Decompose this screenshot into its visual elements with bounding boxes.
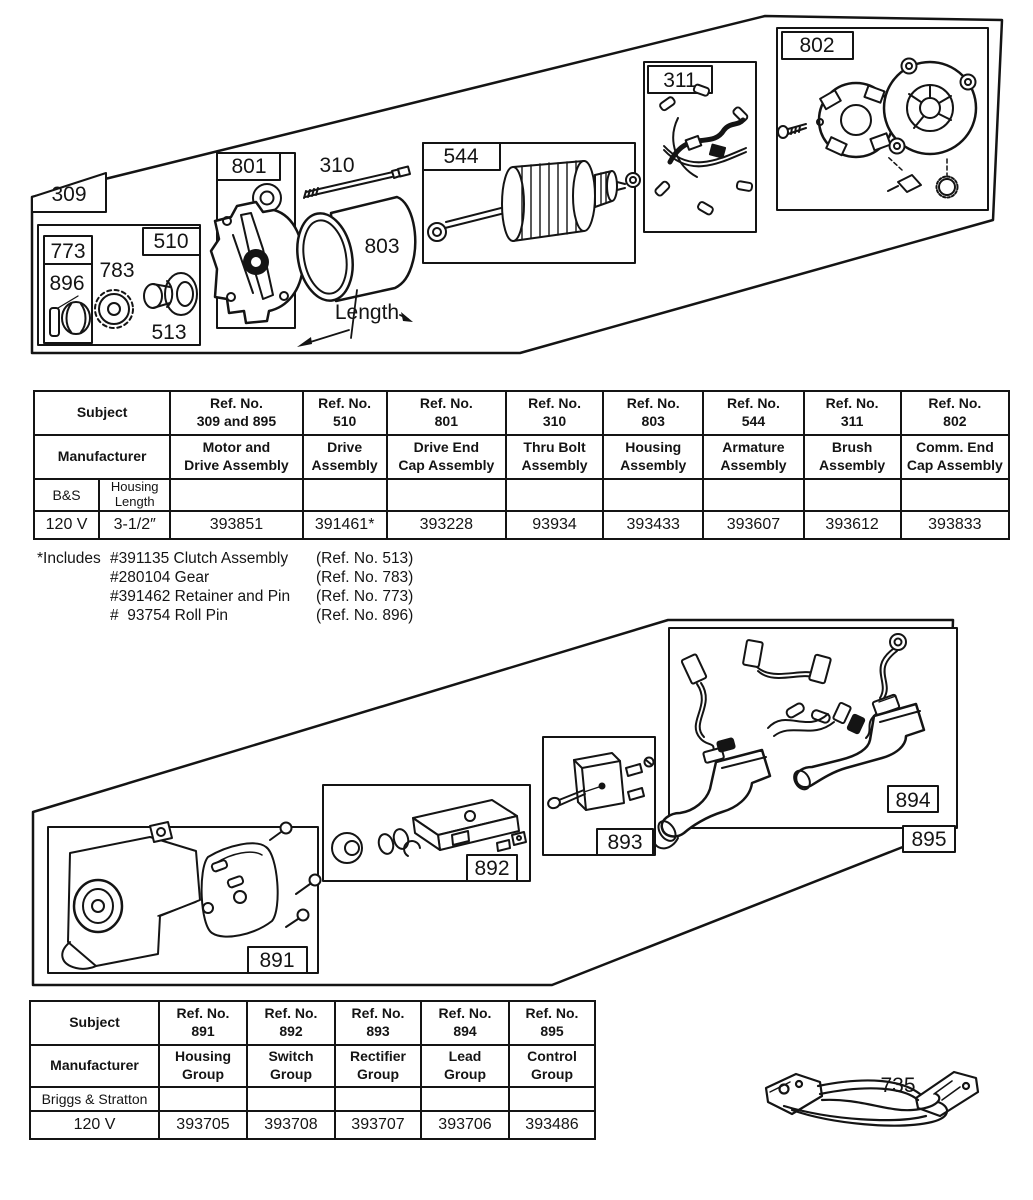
ref-col-header: Ref. No. 510 (303, 391, 387, 435)
part-number-cell: 393708 (247, 1111, 335, 1139)
lead-group-box (654, 628, 957, 848)
groups-table (29, 1000, 596, 1140)
ref-892-label: 892 (474, 857, 510, 880)
ref-col-header: Ref. No. 309 and 895 (170, 391, 302, 435)
empty-cell (703, 479, 803, 511)
ref-col-header: Ref. No. 891 (159, 1001, 247, 1045)
footnote-line (37, 568, 413, 587)
part-number-cell: 393607 (703, 511, 803, 539)
footnote-ref: (Ref. No. 896) (316, 607, 414, 624)
group-name-cell: Control Group (509, 1045, 595, 1087)
part-number-cell: 393833 (901, 511, 1009, 539)
power-cord-drawing (740, 1056, 1033, 1168)
footnote-line (37, 587, 413, 606)
group-name-cell: Lead Group (421, 1045, 509, 1087)
ref-803-label: 803 (364, 235, 400, 258)
ref-col-header: Ref. No. 894 (421, 1001, 509, 1045)
part-name-cell: Motor and Drive Assembly (170, 435, 302, 479)
length-value-cell: 3-1/2″ (99, 511, 170, 539)
ref-735-label: 735 (880, 1074, 916, 1097)
subject-header: Subject (34, 391, 170, 435)
part-number-cell: 93934 (506, 511, 603, 539)
starter-groups-exploded-diagram (0, 610, 1033, 1005)
ref-783-label: 783 (99, 259, 135, 282)
ref-col-header: Ref. No. 895 (509, 1001, 595, 1045)
footnote-ref: (Ref. No. 783) (316, 569, 414, 586)
part-number-cell: 391461* (303, 511, 387, 539)
footnote-prefix (37, 587, 110, 606)
part-number-cell: 393707 (335, 1111, 421, 1139)
footnote-part: # 93754 Roll Pin (110, 607, 229, 624)
part-name-cell: Thru Bolt Assembly (506, 435, 603, 479)
part-number-cell: 393612 (804, 511, 901, 539)
part-name-cell: Comm. End Cap Assembly (901, 435, 1009, 479)
part-number-cell: 393851 (170, 511, 302, 539)
table-row (30, 1111, 595, 1139)
part-number-cell: 393228 (387, 511, 506, 539)
ref-544-label: 544 (443, 145, 479, 168)
part-number-cell: 393706 (421, 1111, 509, 1139)
ref-895-label: 895 (911, 828, 947, 851)
ref-col-header: Ref. No. 893 (335, 1001, 421, 1045)
ref-894-label: 894 (895, 789, 931, 812)
starter-motor-exploded-diagram (0, 0, 1033, 388)
footnote-prefix (37, 568, 110, 587)
table-row (30, 1001, 595, 1045)
empty-cell (421, 1087, 509, 1111)
ref-896-label: 896 (49, 272, 85, 295)
empty-cell (159, 1087, 247, 1111)
empty-cell (335, 1087, 421, 1111)
footnote-line (37, 549, 413, 568)
table-row (30, 1045, 595, 1087)
ref-513-label: 513 (151, 321, 187, 344)
table-row (34, 479, 1009, 511)
empty-cell (387, 479, 506, 511)
empty-cell (506, 479, 603, 511)
footnote-part: #280104 Gear (110, 569, 210, 586)
group-name-cell: Switch Group (247, 1045, 335, 1087)
part-name-cell: Armature Assembly (703, 435, 803, 479)
table-row (34, 511, 1009, 539)
manufacturer-header: Manufacturer (34, 435, 170, 479)
ref-309-label: 309 (51, 183, 87, 206)
ref-310-label: 310 (319, 154, 355, 177)
group-name-cell: Rectifier Group (335, 1045, 421, 1087)
empty-cell (303, 479, 387, 511)
ref-col-header: Ref. No. 801 (387, 391, 506, 435)
part-number-cell: 393433 (603, 511, 703, 539)
voltage-cell: 120 V (30, 1111, 159, 1139)
footnote-part: #391135 Clutch Assembly (110, 550, 289, 567)
part-number-cell: 393705 (159, 1111, 247, 1139)
brand-cell: B&S (34, 479, 99, 511)
grommet-drawing (332, 833, 362, 863)
footnote-prefix: *Includes (37, 550, 101, 567)
ref-801-label: 801 (231, 155, 267, 178)
ref-col-header: Ref. No. 310 (506, 391, 603, 435)
ref-col-header: Ref. No. 803 (603, 391, 703, 435)
ref-col-header: Ref. No. 544 (703, 391, 803, 435)
empty-cell (247, 1087, 335, 1111)
manufacturer-header: Manufacturer (30, 1045, 159, 1087)
table-row (34, 435, 1009, 479)
ref-773-label: 773 (50, 240, 86, 263)
ref-891-label: 891 (259, 949, 295, 972)
table-row (34, 391, 1009, 435)
part-name-cell: Brush Assembly (804, 435, 901, 479)
ref-510-label: 510 (153, 230, 189, 253)
empty-cell (603, 479, 703, 511)
ref-col-header: Ref. No. 892 (247, 1001, 335, 1045)
footnote-part: #391462 Retainer and Pin (110, 588, 291, 605)
group-name-cell: Housing Group (159, 1045, 247, 1087)
armature-core (502, 161, 595, 241)
subject-header: Subject (30, 1001, 159, 1045)
part-name-cell: Drive Assembly (303, 435, 387, 479)
brush-assembly-box (644, 62, 756, 232)
motor-parts-table (33, 390, 1010, 540)
length-label: Length (334, 301, 400, 324)
ref-col-header: Ref. No. 802 (901, 391, 1009, 435)
ref-311-label: 311 (663, 69, 697, 92)
brand-cell: Briggs & Stratton (30, 1087, 159, 1111)
empty-cell (901, 479, 1009, 511)
housing-length-header: Housing Length (99, 479, 170, 511)
part-name-cell: Housing Assembly (603, 435, 703, 479)
footnote-ref: (Ref. No. 513) (316, 550, 414, 567)
ref-col-header: Ref. No. 311 (804, 391, 901, 435)
drive-end-cap-box (211, 153, 303, 328)
footnote-ref: (Ref. No. 773) (316, 588, 414, 605)
empty-cell (170, 479, 302, 511)
empty-cell (804, 479, 901, 511)
ref-802-label: 802 (799, 34, 835, 57)
table-row (30, 1087, 595, 1111)
empty-cell (509, 1087, 595, 1111)
voltage-cell: 120 V (34, 511, 99, 539)
brush-holder-plate (817, 83, 895, 157)
ref-893-label: 893 (607, 831, 643, 854)
part-number-cell: 393486 (509, 1111, 595, 1139)
part-name-cell: Drive End Cap Assembly (387, 435, 506, 479)
